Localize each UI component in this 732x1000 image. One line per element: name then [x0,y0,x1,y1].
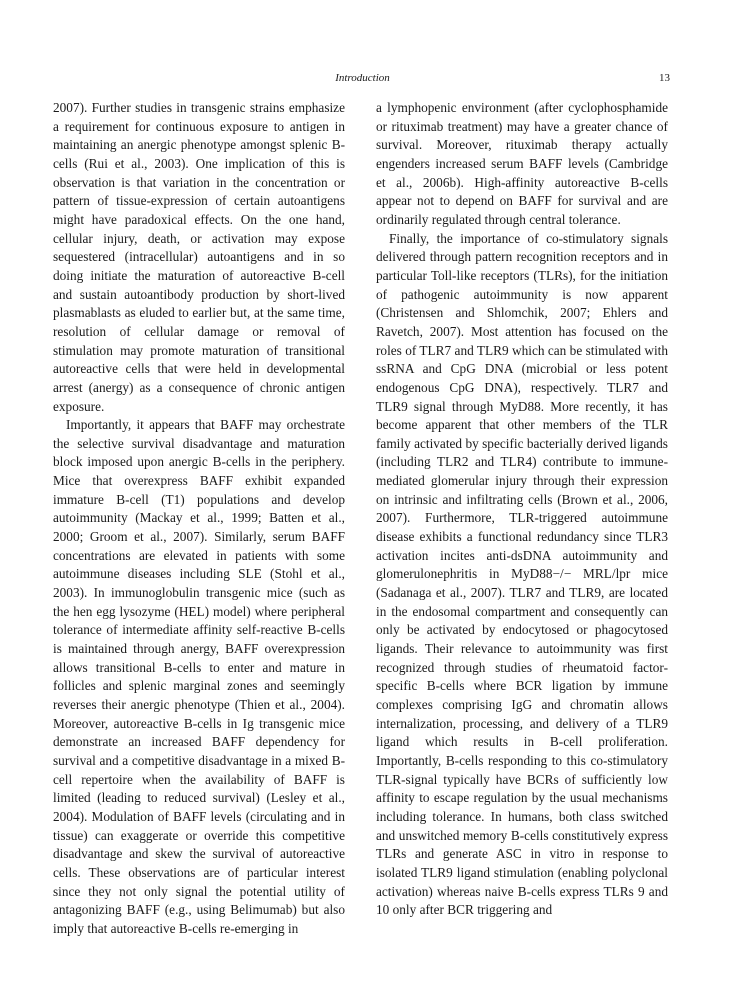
paragraph: Finally, the importance of co-stimulatory signals delivered through pattern recognition receptors and in particular Toll-like receptors (TLRs), for the initiation of pathogenic autoimmunity is now apparent (Christensen and Shlomchik, 2007; Ehlers and Ravetch, 2007). Most attention has focused on the roles of TLR7 and TLR9 which can be stimulated with ssRNA and CpG DNA (microbial or less potent endogenous CpG DNA), respectively. TLR7 and TLR9 signal through MyD88. More recently, it has become apparent that other members of the TLR family activated by specific bacterially derived ligands (including TLR2 and TLR4) contribute to immune-mediated glomerular injury through their expression on intrinsic and infiltrating cells (Brown et al., 2006, 2007). Furthermore, TLR-triggered autoimmune disease exhibits a functional redundancy since TLR3 activation incites anti-dsDNA autoimmunity and glomerulonephritis in MyD88−/− MRL/lpr mice (Sadanaga et al., 2007). TLR7 and TLR9, are located in the endosomal compartment and consequently can only be activated by endocytosed or phagocytosed ligands. Their relevance to autoimmunity was first recognized through studies of rheumatoid factor-specific B-cells where BCR ligation by immune complexes comprising IgG and chromatin allows internalization, processing, and delivery of a TLR9 ligand which results in B-cell proliferation. Importantly, B-cells responding to this co-stimulatory TLR-signal typically have BCRs of sufficiently low affinity to escape regulation by the usual mechanisms including tolerance. In humans, both class switched and unswitched memory B-cells constitutively express TLRs and generate ASC in vitro in response to isolated TLR9 ligand stimulation (enabling polyclonal activation) whereas naive B-cells express TLRs 9 and 10 only after BCR triggering and [376,230,668,918]
right-column [376,99,668,920]
running-head [55,72,670,88]
left-column [53,99,345,939]
paragraph: 2007). Further studies in transgenic strains emphasize a requirement for continuous exposure to antigen in maintaining an anergic phenotype amongst splenic B-cells (Rui et al., 2003). One implication of this is observation is that variation in the concentration or pattern of tissue-expression of certain autoantigens might have paradoxical effects. On the one hand, cellular injury, death, or activation may expose sequestered (intracellular) autoantigens and in so doing initiate the maturation of autoreactive B-cell and sustain autoantibody production by short-lived plasmablasts as eluded to earlier but, at the same time, resolution of cellular damage or removal of stimulation may promote maturation of transitional autoreactive cells that were held in developmental arrest (anergy) as a consequence of chronic antigen exposure. [53,100,345,414]
paragraph: a lymphopenic environment (after cyclophosphamide or rituximab treatment) may have a greater chance of survival. Moreover, rituximab therapy actually engenders increased serum BAFF levels (Cambridge et al., 2006b). High-affinity autoreactive B-cells appear not to depend on BAFF for survival and are ordinarily regulated through central tolerance. [376,100,668,227]
paragraph: Importantly, it appears that BAFF may orchestrate the selective survival disadvantage and maturation block imposed upon anergic B-cells in the periphery. Mice that overexpress BAFF exhibit expanded immature B-cell (T1) populations and develop autoimmunity (Mackay et al., 1999; Batten et al., 2000; Groom et al., 2007). Similarly, serum BAFF concentrations are elevated in patients with some autoimmune diseases including SLE (Stohl et al., 2003). In immunoglobulin transgenic mice (such as the hen egg lysozyme (HEL) model) where peripheral tolerance of intermediate affinity self-reactive B-cells is maintained through anergy, BAFF overexpression allows transitional B-cells to enter and mature in follicles and splenic marginal zones and seemingly reverses their anergic phenotype (Thien et al., 2004). Moreover, autoreactive B-cells in Ig transgenic mice demonstrate an increased BAFF dependency for survival and a competitive disadvantage in a mixed B-cell repertoire when the availability of BAFF is limited (leading to reduced survival) (Lesley et al., 2004). Modulation of BAFF levels (circulating and in tissue) can exaggerate or override this competitive disadvantage and skew the survival of autoreactive cells. These observations are of particular interest since they not only signal the potential utility of antagonizing BAFF (e.g., using Belimumab) but also imply that autoreactive B-cells re-emerging in [53,417,345,936]
page-number: 13 [659,72,670,84]
running-head-title: Introduction [335,72,390,84]
